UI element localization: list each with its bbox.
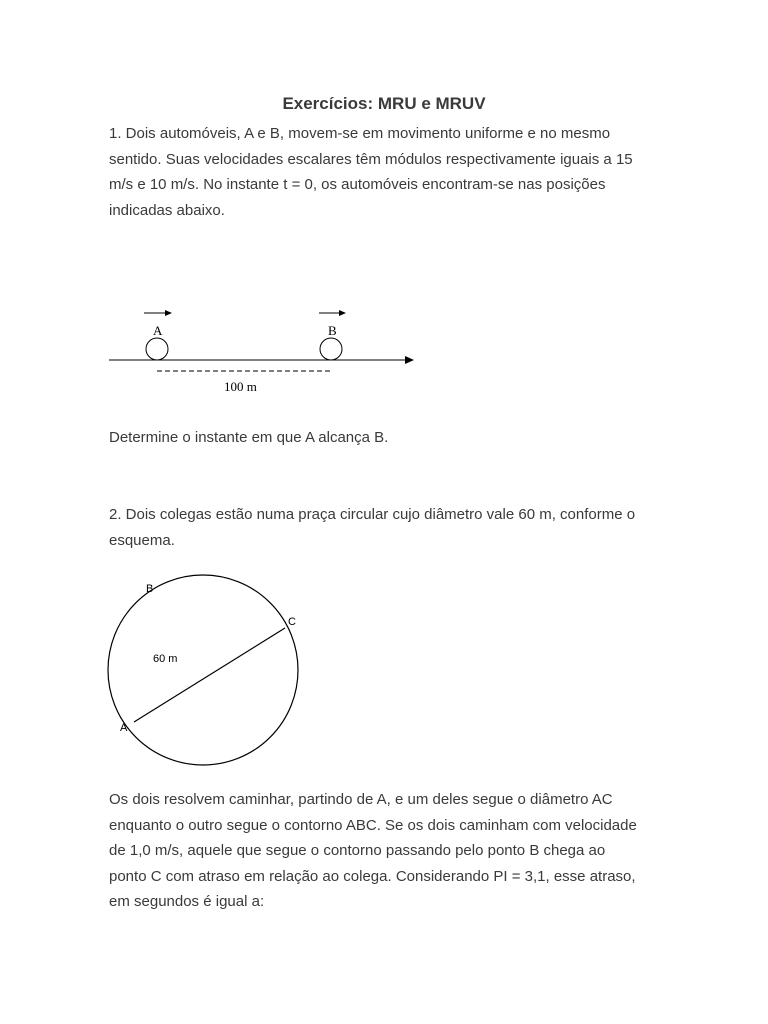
question-2-prompt xyxy=(109,787,669,915)
text-line: ponto C com atraso em relação ao colega. Considerando PI = 3,1, esse atraso, xyxy=(109,867,636,885)
point-a-label: A xyxy=(120,722,128,734)
text-line: 2. Dois colegas estão numa praça circular cujo diâmetro vale 60 m, conforme o xyxy=(109,506,636,523)
point-c-label: C xyxy=(288,616,296,628)
diameter-label: 60 m xyxy=(153,653,178,665)
text-line: indicadas abaixo. xyxy=(109,201,225,219)
page-title: Exercícios: MRU e MRUV xyxy=(282,94,486,113)
car-a-label: A xyxy=(153,323,163,338)
text-line: 1. Dois automóveis, A e B, movem-se em movimento uniforme e no mesmo xyxy=(109,125,611,142)
point-b-label: B xyxy=(146,583,154,595)
car-b-label: B xyxy=(328,323,337,338)
diameter-ac xyxy=(134,628,285,722)
plaza-circle xyxy=(108,575,298,765)
distance-label: 100 m xyxy=(224,379,257,394)
text-line: Os dois resolvem caminhar, partindo de A, e um deles segue o diâmetro AC xyxy=(109,791,613,808)
text-line: enquanto o outro segue o contorno ABC. Se os dois caminham com velocidade xyxy=(109,816,637,834)
text-line: Determine o instante em que A alcança B. xyxy=(109,429,389,446)
text-line: m/s e 10 m/s. No instante t = 0, os automóveis encontram-se nas posições xyxy=(109,176,606,193)
text-line: de 1,0 m/s, aquele que segue o contorno passando pelo ponto B chega ao xyxy=(109,842,606,859)
text-line: sentido. Suas velocidades escalares têm módulos respectivamente iguais a 15 xyxy=(109,150,633,168)
text-line: em segundos é igual a: xyxy=(109,893,265,910)
text-line: esquema. xyxy=(109,531,175,549)
